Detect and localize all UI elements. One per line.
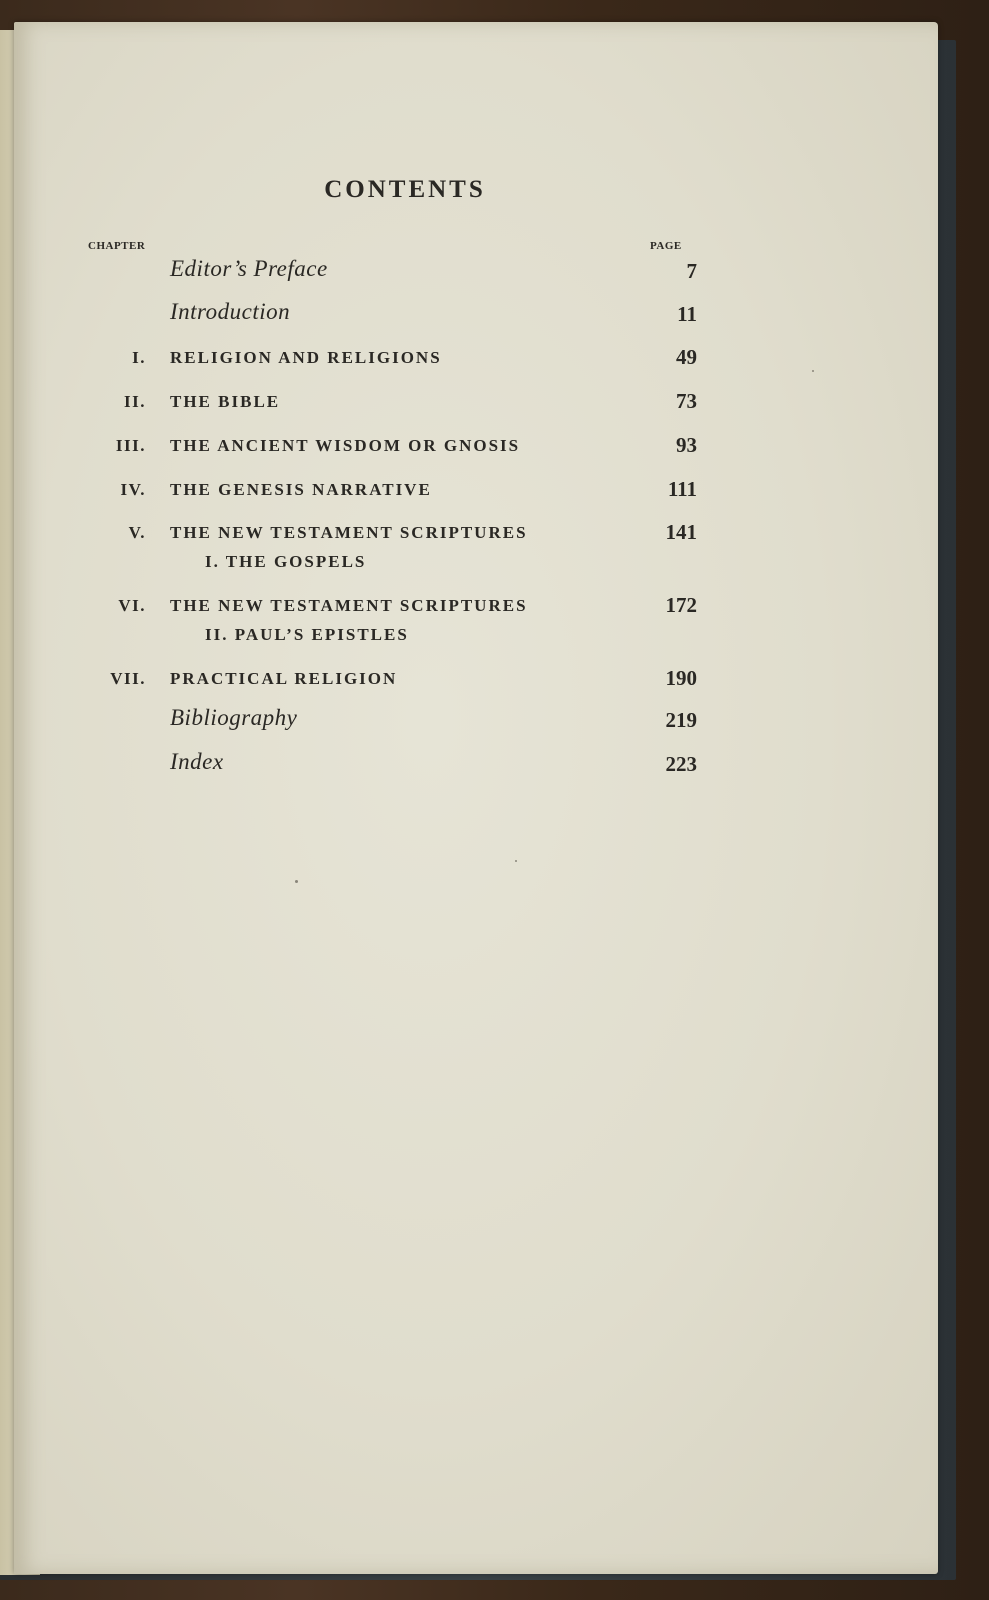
entry-title: THE NEW TESTAMENT SCRIPTURES [170, 596, 528, 615]
entry-number: VII. [110, 669, 146, 688]
page-title: CONTENTS [324, 176, 486, 203]
entry-title: Index [170, 749, 224, 774]
entry-title: Bibliography [170, 705, 298, 730]
entry-page: 111 [667, 477, 697, 501]
entry-number: V. [128, 523, 146, 542]
entry-page: 172 [665, 593, 697, 617]
entry-page: 11 [677, 302, 697, 326]
book-page [14, 22, 938, 1574]
entry-page: 141 [665, 520, 697, 544]
entry-title: PRACTICAL RELIGION [170, 669, 398, 688]
entry-number: IV. [120, 480, 146, 499]
entry-title: Introduction [170, 299, 291, 324]
chapter-column-header: CHAPTER [88, 240, 146, 252]
paper-speck [295, 880, 298, 883]
entry-page: 93 [676, 433, 697, 457]
entry-title: THE ANCIENT WISDOM OR GNOSIS [170, 436, 521, 455]
entry-page: 7 [686, 259, 697, 283]
entry-subtitle: II. PAUL’S EPISTLES [205, 625, 409, 644]
entry-title: THE BIBLE [170, 392, 281, 411]
entry-title: THE NEW TESTAMENT SCRIPTURES [170, 523, 528, 542]
entry-number: II. [124, 392, 146, 411]
page-column-header: PAGE [650, 240, 682, 252]
entry-title: THE GENESIS NARRATIVE [170, 480, 432, 499]
paper-speck [515, 860, 517, 862]
entry-page: 219 [665, 708, 697, 732]
entry-number: I. [132, 348, 146, 367]
entry-number: VI. [118, 596, 146, 615]
entry-title: RELIGION AND RELIGIONS [170, 348, 442, 367]
entry-number: III. [115, 436, 146, 455]
entry-page: 190 [665, 666, 697, 690]
paper-speck [812, 370, 814, 372]
entry-subtitle: I. THE GOSPELS [205, 552, 367, 571]
entry-page: 223 [665, 752, 697, 776]
entry-page: 73 [676, 389, 697, 413]
entry-title: Editor’s Preface [170, 256, 328, 281]
entry-page: 49 [676, 345, 697, 369]
